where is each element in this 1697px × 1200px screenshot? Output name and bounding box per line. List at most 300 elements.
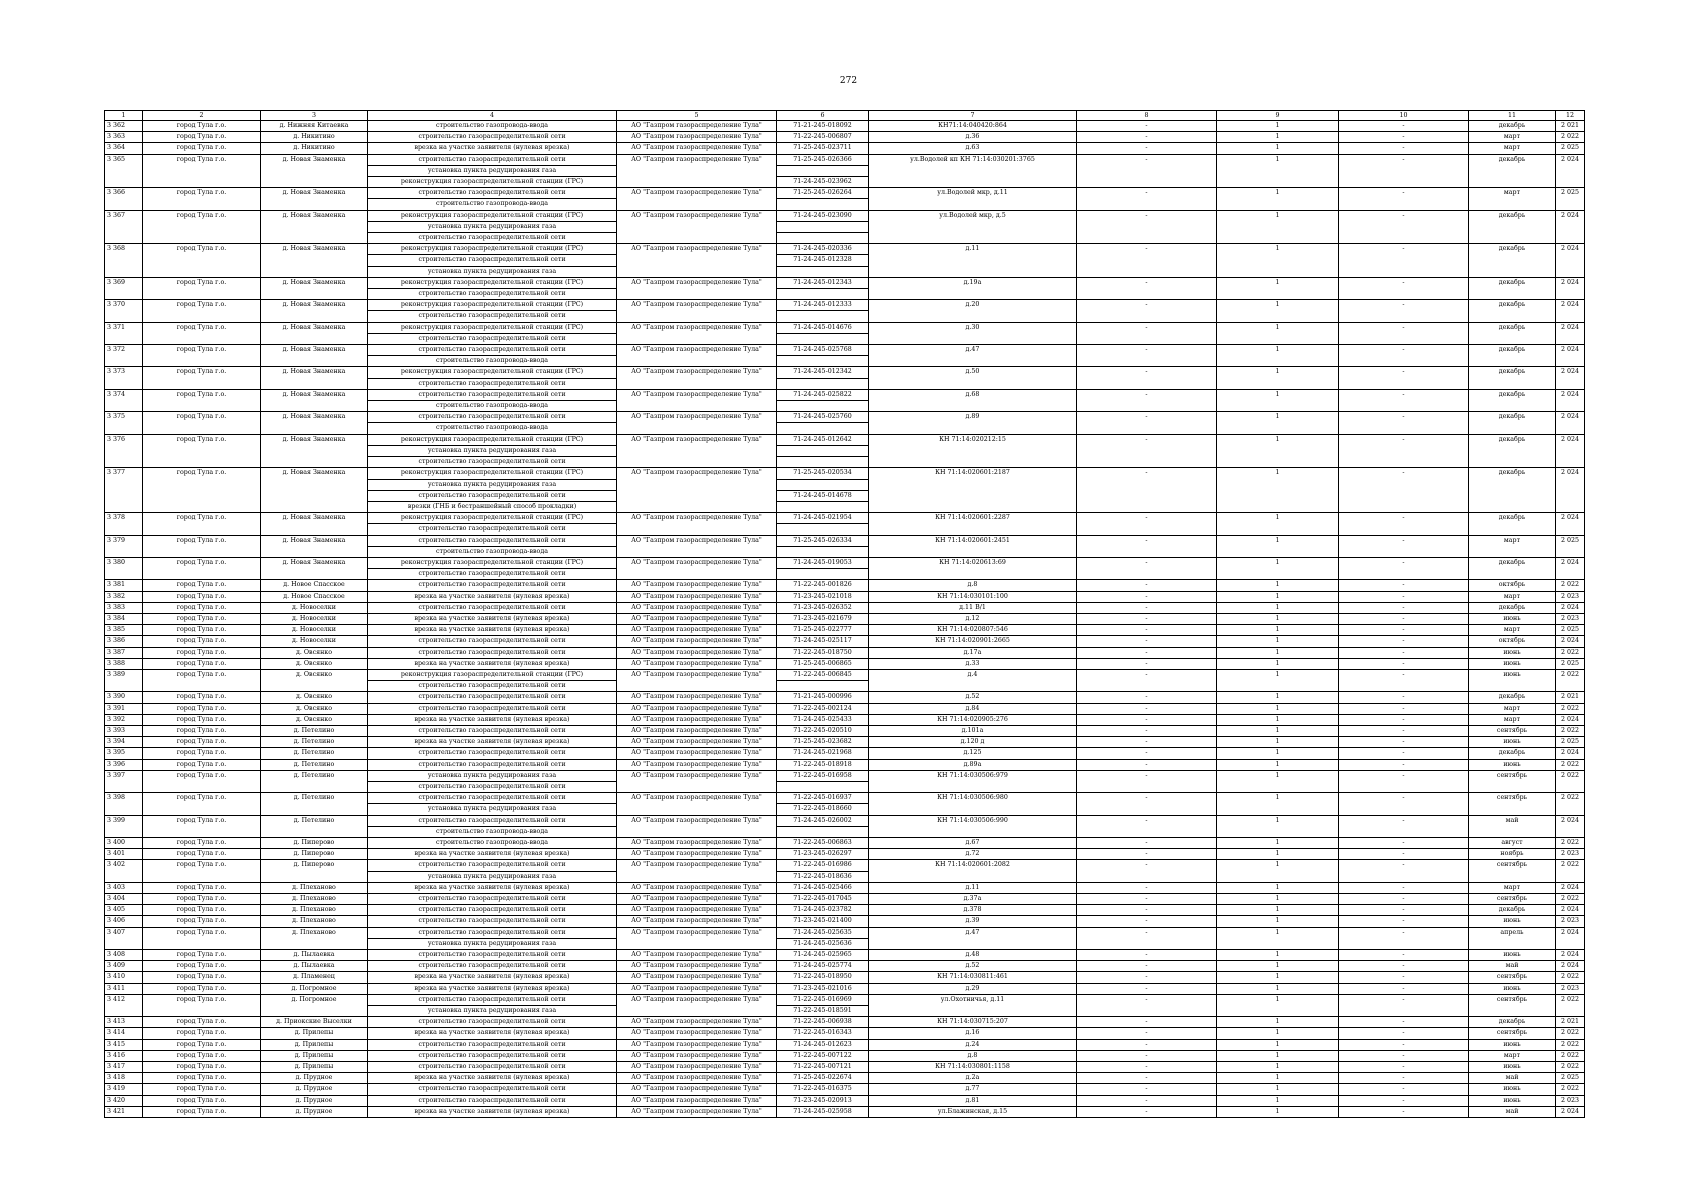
year-cell: 2 025 bbox=[1556, 737, 1585, 748]
application-id-cell bbox=[777, 401, 869, 412]
work-type-cell: строительство газораспределительной сети bbox=[368, 389, 617, 400]
application-id-cell: 71-24-245-012623 bbox=[777, 1039, 869, 1050]
municipality-cell: город Тула г.о. bbox=[143, 961, 261, 972]
col8-cell: - bbox=[1077, 367, 1217, 389]
address-cell: КН 71:14:030801:1158 bbox=[869, 1062, 1077, 1073]
month-cell: декабрь bbox=[1469, 277, 1556, 299]
locality-cell: д. Овсянко bbox=[261, 692, 368, 703]
work-type-cell: установка пункта редуцирования газа bbox=[368, 165, 617, 176]
work-type-cell: врезка на участке заявителя (нулевая врезка) bbox=[368, 714, 617, 725]
address-cell: ул.Водолей мкр, д.5 bbox=[869, 210, 1077, 244]
year-cell: 2 022 bbox=[1556, 793, 1585, 815]
col10-cell: - bbox=[1339, 793, 1469, 815]
row-number: 3 377 bbox=[105, 468, 143, 513]
year-cell: 2 024 bbox=[1556, 748, 1585, 759]
col10-cell: - bbox=[1339, 669, 1469, 691]
month-cell: июнь bbox=[1469, 669, 1556, 691]
quantity-cell: 1 bbox=[1217, 793, 1339, 815]
quantity-cell: 1 bbox=[1217, 1095, 1339, 1106]
application-id-cell: 71-23-245-020913 bbox=[777, 1095, 869, 1106]
municipality-cell: город Тула г.о. bbox=[143, 322, 261, 344]
col10-cell: - bbox=[1339, 882, 1469, 893]
application-id-cell: 71-24-245-025635 bbox=[777, 927, 869, 938]
address-cell: ул.Водолей мкр, д.11 bbox=[869, 188, 1077, 210]
municipality-cell: город Тула г.о. bbox=[143, 647, 261, 658]
address-cell: ул.Водолей кп КН 71:14:030201:3765 bbox=[869, 154, 1077, 188]
column-number: 3 bbox=[261, 111, 368, 121]
row-number: 3 376 bbox=[105, 434, 143, 468]
row-number: 3 411 bbox=[105, 983, 143, 994]
month-cell: сентябрь bbox=[1469, 894, 1556, 905]
table-row bbox=[105, 849, 1585, 860]
col8-cell: - bbox=[1077, 669, 1217, 691]
work-type-cell: строительство газораспределительной сети bbox=[368, 132, 617, 143]
column-number: 1 bbox=[105, 111, 143, 121]
col8-cell: - bbox=[1077, 580, 1217, 591]
organization-cell: АО "Газпром газораспределение Тула" bbox=[617, 1028, 777, 1039]
work-type-cell: строительство газораспределительной сети bbox=[368, 1062, 617, 1073]
quantity-cell: 1 bbox=[1217, 580, 1339, 591]
municipality-cell: город Тула г.о. bbox=[143, 513, 261, 535]
address-cell: КН 71:14:030101:100 bbox=[869, 591, 1077, 602]
municipality-cell: город Тула г.о. bbox=[143, 658, 261, 669]
quantity-cell: 1 bbox=[1217, 770, 1339, 792]
year-cell: 2 024 bbox=[1556, 557, 1585, 579]
table-row bbox=[105, 367, 1585, 378]
work-type-cell: врезка на участке заявителя (нулевая врезка) bbox=[368, 983, 617, 994]
locality-cell: д. Петелино bbox=[261, 759, 368, 770]
col8-cell: - bbox=[1077, 849, 1217, 860]
year-cell: 2 022 bbox=[1556, 703, 1585, 714]
row-number: 3 395 bbox=[105, 748, 143, 759]
col10-cell: - bbox=[1339, 636, 1469, 647]
municipality-cell: город Тула г.о. bbox=[143, 882, 261, 893]
municipality-cell: город Тула г.о. bbox=[143, 1050, 261, 1061]
municipality-cell: город Тула г.о. bbox=[143, 591, 261, 602]
application-id-cell: 71-24-245-025760 bbox=[777, 412, 869, 423]
month-cell: март bbox=[1469, 143, 1556, 154]
column-number: 5 bbox=[617, 111, 777, 121]
municipality-cell: город Тула г.о. bbox=[143, 277, 261, 299]
organization-cell: АО "Газпром газораспределение Тула" bbox=[617, 557, 777, 579]
year-cell: 2 024 bbox=[1556, 322, 1585, 344]
month-cell: декабрь bbox=[1469, 412, 1556, 434]
year-cell: 2 022 bbox=[1556, 132, 1585, 143]
col10-cell: - bbox=[1339, 1017, 1469, 1028]
year-cell: 2 023 bbox=[1556, 916, 1585, 927]
municipality-cell: город Тула г.о. bbox=[143, 703, 261, 714]
work-type-cell: реконструкция газораспределительной станции (ГРС) bbox=[368, 513, 617, 524]
organization-cell: АО "Газпром газораспределение Тула" bbox=[617, 154, 777, 188]
application-id-cell bbox=[777, 457, 869, 468]
row-number: 3 378 bbox=[105, 513, 143, 535]
quantity-cell: 1 bbox=[1217, 669, 1339, 691]
month-cell: декабрь bbox=[1469, 389, 1556, 411]
column-number: 8 bbox=[1077, 111, 1217, 121]
col8-cell: - bbox=[1077, 1017, 1217, 1028]
work-type-cell: строительство газораспределительной сети bbox=[368, 289, 617, 300]
month-cell: июнь bbox=[1469, 916, 1556, 927]
column-number: 2 bbox=[143, 111, 261, 121]
row-number: 3 366 bbox=[105, 188, 143, 210]
col8-cell: - bbox=[1077, 658, 1217, 669]
quantity-cell: 1 bbox=[1217, 1073, 1339, 1084]
column-number-row bbox=[105, 111, 1585, 121]
table-row bbox=[105, 815, 1585, 826]
organization-cell: АО "Газпром газораспределение Тула" bbox=[617, 1095, 777, 1106]
locality-cell: д. Плеханово bbox=[261, 916, 368, 927]
application-id-cell: 71-24-245-026002 bbox=[777, 815, 869, 826]
address-cell: д.11 В/1 bbox=[869, 602, 1077, 613]
quantity-cell: 1 bbox=[1217, 737, 1339, 748]
year-cell: 2 022 bbox=[1556, 1028, 1585, 1039]
application-id-cell: 71-24-245-012343 bbox=[777, 277, 869, 288]
quantity-cell: 1 bbox=[1217, 277, 1339, 299]
table-row bbox=[105, 1062, 1585, 1073]
locality-cell: д. Новая Знаменка bbox=[261, 345, 368, 367]
month-cell: декабрь bbox=[1469, 210, 1556, 244]
application-id-cell: 71-24-245-012342 bbox=[777, 367, 869, 378]
year-cell: 2 025 bbox=[1556, 535, 1585, 557]
col10-cell: - bbox=[1339, 770, 1469, 792]
organization-cell: АО "Газпром газораспределение Тула" bbox=[617, 815, 777, 837]
row-number: 3 388 bbox=[105, 658, 143, 669]
row-number: 3 412 bbox=[105, 994, 143, 1016]
application-id-cell: 71-22-245-018660 bbox=[777, 804, 869, 815]
quantity-cell: 1 bbox=[1217, 1062, 1339, 1073]
col10-cell: - bbox=[1339, 389, 1469, 411]
year-cell: 2 024 bbox=[1556, 927, 1585, 949]
work-type-cell: врезка на участке заявителя (нулевая врезка) bbox=[368, 1028, 617, 1039]
quantity-cell: 1 bbox=[1217, 143, 1339, 154]
year-cell: 2 024 bbox=[1556, 345, 1585, 367]
col8-cell: - bbox=[1077, 468, 1217, 513]
table-row bbox=[105, 300, 1585, 311]
table-row bbox=[105, 882, 1585, 893]
organization-cell: АО "Газпром газораспределение Тула" bbox=[617, 210, 777, 244]
organization-cell: АО "Газпром газораспределение Тула" bbox=[617, 300, 777, 322]
table-row bbox=[105, 132, 1585, 143]
month-cell: сентябрь bbox=[1469, 793, 1556, 815]
table-row bbox=[105, 121, 1585, 132]
column-number: 12 bbox=[1556, 111, 1585, 121]
table-row bbox=[105, 636, 1585, 647]
municipality-cell: город Тула г.о. bbox=[143, 132, 261, 143]
application-id-cell: 71-22-245-001826 bbox=[777, 580, 869, 591]
row-number: 3 373 bbox=[105, 367, 143, 389]
work-type-cell: строительство газопровода-ввода bbox=[368, 826, 617, 837]
month-cell: декабрь bbox=[1469, 468, 1556, 513]
col8-cell: - bbox=[1077, 613, 1217, 624]
col10-cell: - bbox=[1339, 838, 1469, 849]
row-number: 3 362 bbox=[105, 121, 143, 132]
locality-cell: д. Новая Знаменка bbox=[261, 434, 368, 468]
col8-cell: - bbox=[1077, 961, 1217, 972]
col8-cell: - bbox=[1077, 557, 1217, 579]
organization-cell: АО "Газпром газораспределение Тула" bbox=[617, 725, 777, 736]
quantity-cell: 1 bbox=[1217, 468, 1339, 513]
work-type-cell: реконструкция газораспределительной станции (ГРС) bbox=[368, 277, 617, 288]
row-number: 3 415 bbox=[105, 1039, 143, 1050]
organization-cell: АО "Газпром газораспределение Тула" bbox=[617, 468, 777, 513]
col8-cell: - bbox=[1077, 860, 1217, 882]
col8-cell: - bbox=[1077, 1095, 1217, 1106]
month-cell: декабрь bbox=[1469, 154, 1556, 188]
municipality-cell: город Тула г.о. bbox=[143, 143, 261, 154]
col8-cell: - bbox=[1077, 513, 1217, 535]
month-cell: декабрь bbox=[1469, 602, 1556, 613]
work-type-cell: строительство газораспределительной сети bbox=[368, 961, 617, 972]
quantity-cell: 1 bbox=[1217, 210, 1339, 244]
month-cell: август bbox=[1469, 838, 1556, 849]
quantity-cell: 1 bbox=[1217, 983, 1339, 994]
year-cell: 2 024 bbox=[1556, 513, 1585, 535]
row-number: 3 374 bbox=[105, 389, 143, 411]
row-number: 3 410 bbox=[105, 972, 143, 983]
col8-cell: - bbox=[1077, 725, 1217, 736]
organization-cell: АО "Газпром газораспределение Тула" bbox=[617, 1062, 777, 1073]
col8-cell: - bbox=[1077, 210, 1217, 244]
col10-cell: - bbox=[1339, 725, 1469, 736]
col10-cell: - bbox=[1339, 983, 1469, 994]
column-number: 4 bbox=[368, 111, 617, 121]
organization-cell: АО "Газпром газораспределение Тула" bbox=[617, 1073, 777, 1084]
municipality-cell: город Тула г.о. bbox=[143, 748, 261, 759]
column-number: 11 bbox=[1469, 111, 1556, 121]
quantity-cell: 1 bbox=[1217, 613, 1339, 624]
locality-cell: д. Новая Знаменка bbox=[261, 468, 368, 513]
col8-cell: - bbox=[1077, 1073, 1217, 1084]
row-number: 3 401 bbox=[105, 849, 143, 860]
month-cell: сентябрь bbox=[1469, 860, 1556, 882]
row-number: 3 392 bbox=[105, 714, 143, 725]
row-number: 3 372 bbox=[105, 345, 143, 367]
organization-cell: АО "Газпром газораспределение Тула" bbox=[617, 882, 777, 893]
address-cell: КН 71:14:030506:990 bbox=[869, 815, 1077, 837]
col8-cell: - bbox=[1077, 994, 1217, 1016]
col8-cell: - bbox=[1077, 1062, 1217, 1073]
work-type-cell: установка пункта редуцирования газа bbox=[368, 804, 617, 815]
work-type-cell: строительство газораспределительной сети bbox=[368, 569, 617, 580]
organization-cell: АО "Газпром газораспределение Тула" bbox=[617, 132, 777, 143]
table-row bbox=[105, 244, 1585, 255]
municipality-cell: город Тула г.о. bbox=[143, 714, 261, 725]
locality-cell: д. Новая Знаменка bbox=[261, 557, 368, 579]
year-cell: 2 025 bbox=[1556, 143, 1585, 154]
year-cell: 2 023 bbox=[1556, 849, 1585, 860]
col10-cell: - bbox=[1339, 703, 1469, 714]
quantity-cell: 1 bbox=[1217, 950, 1339, 961]
row-number: 3 391 bbox=[105, 703, 143, 714]
locality-cell: д. Прилепы bbox=[261, 1028, 368, 1039]
application-id-cell: 71-24-245-025768 bbox=[777, 345, 869, 356]
table-row bbox=[105, 692, 1585, 703]
year-cell: 2 021 bbox=[1556, 692, 1585, 703]
work-type-cell: установка пункта редуцирования газа bbox=[368, 871, 617, 882]
table-row bbox=[105, 759, 1585, 770]
table-row bbox=[105, 143, 1585, 154]
table-row bbox=[105, 927, 1585, 938]
month-cell: май bbox=[1469, 815, 1556, 837]
col10-cell: - bbox=[1339, 860, 1469, 882]
locality-cell: д. Новое Спасское bbox=[261, 591, 368, 602]
table-row bbox=[105, 1039, 1585, 1050]
year-cell: 2 021 bbox=[1556, 1017, 1585, 1028]
quantity-cell: 1 bbox=[1217, 927, 1339, 949]
address-cell: д.48 bbox=[869, 950, 1077, 961]
year-cell: 2 024 bbox=[1556, 882, 1585, 893]
work-type-cell: строительство газораспределительной сети bbox=[368, 524, 617, 535]
col10-cell: - bbox=[1339, 468, 1469, 513]
table-row bbox=[105, 894, 1585, 905]
address-cell: д.89а bbox=[869, 759, 1077, 770]
address-cell: КН 71:14:020807:546 bbox=[869, 625, 1077, 636]
application-id-cell bbox=[777, 266, 869, 277]
month-cell: июнь bbox=[1469, 1062, 1556, 1073]
row-number: 3 379 bbox=[105, 535, 143, 557]
work-type-cell: установка пункта редуцирования газа bbox=[368, 266, 617, 277]
row-number: 3 398 bbox=[105, 793, 143, 815]
organization-cell: АО "Газпром газораспределение Тула" bbox=[617, 602, 777, 613]
quantity-cell: 1 bbox=[1217, 860, 1339, 882]
application-id-cell: 71-22-245-018918 bbox=[777, 759, 869, 770]
col10-cell: - bbox=[1339, 322, 1469, 344]
application-id-cell: 71-25-245-022777 bbox=[777, 625, 869, 636]
locality-cell: д. Приокские Выселки bbox=[261, 1017, 368, 1028]
row-number: 3 413 bbox=[105, 1017, 143, 1028]
table-body bbox=[105, 111, 1585, 1118]
col8-cell: - bbox=[1077, 770, 1217, 792]
year-cell: 2 022 bbox=[1556, 647, 1585, 658]
locality-cell: д. Новая Знаменка bbox=[261, 154, 368, 188]
quantity-cell: 1 bbox=[1217, 1028, 1339, 1039]
col8-cell: - bbox=[1077, 1106, 1217, 1117]
organization-cell: АО "Газпром газораспределение Тула" bbox=[617, 121, 777, 132]
row-number: 3 417 bbox=[105, 1062, 143, 1073]
locality-cell: д. Новая Знаменка bbox=[261, 412, 368, 434]
work-type-cell: реконструкция газораспределительной станции (ГРС) bbox=[368, 322, 617, 333]
row-number: 3 399 bbox=[105, 815, 143, 837]
month-cell: декабрь bbox=[1469, 748, 1556, 759]
row-number: 3 416 bbox=[105, 1050, 143, 1061]
quantity-cell: 1 bbox=[1217, 322, 1339, 344]
locality-cell: д. Новая Знаменка bbox=[261, 367, 368, 389]
work-type-cell: строительство газораспределительной сети bbox=[368, 311, 617, 322]
application-id-cell: 71-24-245-025636 bbox=[777, 938, 869, 949]
work-type-cell: строительство газораспределительной сети bbox=[368, 815, 617, 826]
table-row bbox=[105, 625, 1585, 636]
col8-cell: - bbox=[1077, 815, 1217, 837]
address-cell: ул.Охотничья, д.11 bbox=[869, 994, 1077, 1016]
locality-cell: д. Погромное bbox=[261, 994, 368, 1016]
col10-cell: - bbox=[1339, 625, 1469, 636]
col8-cell: - bbox=[1077, 1050, 1217, 1061]
col8-cell: - bbox=[1077, 692, 1217, 703]
organization-cell: АО "Газпром газораспределение Тула" bbox=[617, 759, 777, 770]
application-id-cell bbox=[777, 826, 869, 837]
application-id-cell: 71-22-245-016969 bbox=[777, 994, 869, 1005]
col10-cell: - bbox=[1339, 580, 1469, 591]
table-row bbox=[105, 345, 1585, 356]
col10-cell: - bbox=[1339, 905, 1469, 916]
application-id-cell: 71-24-245-025433 bbox=[777, 714, 869, 725]
application-id-cell: 71-24-245-012328 bbox=[777, 255, 869, 266]
work-type-cell: врезка на участке заявителя (нулевая врезка) bbox=[368, 625, 617, 636]
gasification-registry-table bbox=[104, 110, 1585, 1118]
municipality-cell: город Тула г.о. bbox=[143, 412, 261, 434]
col8-cell: - bbox=[1077, 121, 1217, 132]
col8-cell: - bbox=[1077, 983, 1217, 994]
col8-cell: - bbox=[1077, 535, 1217, 557]
month-cell: ноябрь bbox=[1469, 849, 1556, 860]
row-number: 3 405 bbox=[105, 905, 143, 916]
work-type-cell: строительство газопровода-ввода bbox=[368, 838, 617, 849]
col10-cell: - bbox=[1339, 994, 1469, 1016]
work-type-cell: строительство газораспределительной сети bbox=[368, 781, 617, 792]
year-cell: 2 022 bbox=[1556, 669, 1585, 691]
municipality-cell: город Тула г.о. bbox=[143, 725, 261, 736]
quantity-cell: 1 bbox=[1217, 815, 1339, 837]
work-type-cell: строительство газораспределительной сети bbox=[368, 490, 617, 501]
application-id-cell: 71-22-245-007121 bbox=[777, 1062, 869, 1073]
col8-cell: - bbox=[1077, 927, 1217, 949]
municipality-cell: город Тула г.о. bbox=[143, 737, 261, 748]
table-row bbox=[105, 838, 1585, 849]
work-type-cell: строительство газораспределительной сети bbox=[368, 793, 617, 804]
application-id-cell: 71-23-245-021018 bbox=[777, 591, 869, 602]
quantity-cell: 1 bbox=[1217, 434, 1339, 468]
locality-cell: д. Новая Знаменка bbox=[261, 188, 368, 210]
year-cell: 2 022 bbox=[1556, 894, 1585, 905]
work-type-cell: врезка на участке заявителя (нулевая врезка) bbox=[368, 591, 617, 602]
row-number: 3 404 bbox=[105, 894, 143, 905]
col10-cell: - bbox=[1339, 367, 1469, 389]
month-cell: сентябрь bbox=[1469, 725, 1556, 736]
col10-cell: - bbox=[1339, 1073, 1469, 1084]
work-type-cell: установка пункта редуцирования газа bbox=[368, 770, 617, 781]
organization-cell: АО "Газпром газораспределение Тула" bbox=[617, 737, 777, 748]
locality-cell: д. Новоселки bbox=[261, 613, 368, 624]
municipality-cell: город Тула г.о. bbox=[143, 557, 261, 579]
col8-cell: - bbox=[1077, 188, 1217, 210]
work-type-cell: строительство газораспределительной сети bbox=[368, 188, 617, 199]
work-type-cell: реконструкция газораспределительной станции (ГРС) bbox=[368, 434, 617, 445]
address-cell: КН 71:14:020901:2665 bbox=[869, 636, 1077, 647]
quantity-cell: 1 bbox=[1217, 1039, 1339, 1050]
work-type-cell: врезка на участке заявителя (нулевая врезка) bbox=[368, 972, 617, 983]
locality-cell: д. Новая Знаменка bbox=[261, 322, 368, 344]
locality-cell: д. Новая Знаменка bbox=[261, 210, 368, 244]
row-number: 3 370 bbox=[105, 300, 143, 322]
month-cell: декабрь bbox=[1469, 300, 1556, 322]
col10-cell: - bbox=[1339, 121, 1469, 132]
table-row bbox=[105, 725, 1585, 736]
table-row bbox=[105, 602, 1585, 613]
municipality-cell: город Тула г.о. bbox=[143, 434, 261, 468]
col10-cell: - bbox=[1339, 434, 1469, 468]
application-id-cell bbox=[777, 423, 869, 434]
table-row bbox=[105, 714, 1585, 725]
row-number: 3 386 bbox=[105, 636, 143, 647]
work-type-cell: строительство газораспределительной сети bbox=[368, 860, 617, 871]
work-type-cell: реконструкция газораспределительной станции (ГРС) bbox=[368, 367, 617, 378]
locality-cell: д. Новая Знаменка bbox=[261, 535, 368, 557]
municipality-cell: город Тула г.о. bbox=[143, 860, 261, 882]
month-cell: июнь bbox=[1469, 737, 1556, 748]
quantity-cell: 1 bbox=[1217, 1106, 1339, 1117]
organization-cell: АО "Газпром газораспределение Тула" bbox=[617, 143, 777, 154]
col8-cell: - bbox=[1077, 389, 1217, 411]
